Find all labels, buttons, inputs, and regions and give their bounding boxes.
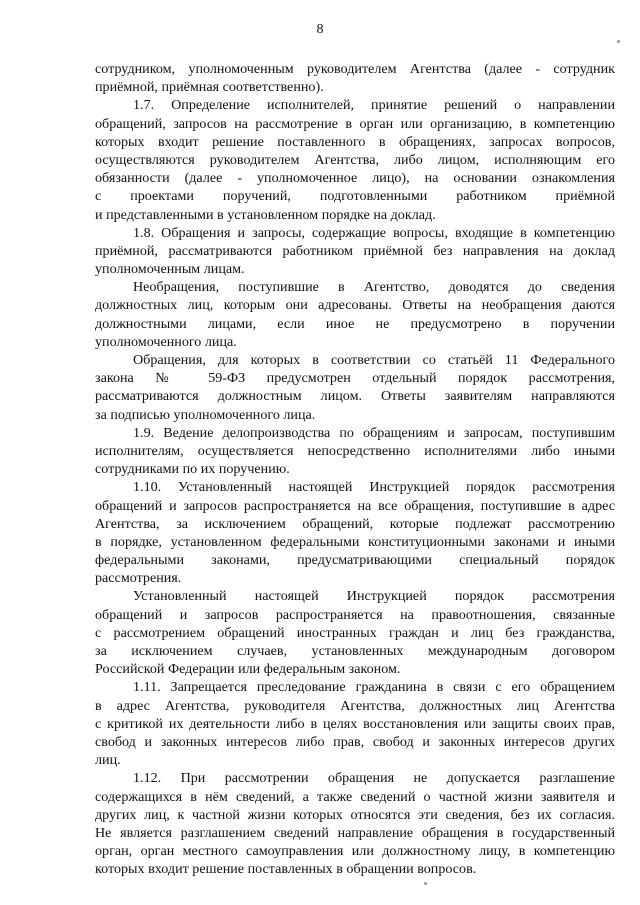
- text-line: рассмотрения.: [95, 570, 182, 587]
- paragraph: [95, 60, 615, 96]
- text-line: рассматриваются должностным лицом. Ответы заявителям направляются: [95, 388, 615, 405]
- paragraph: [95, 351, 615, 424]
- text-line: 1.8. Обращения и запросы, содержащие вопросы, входящие в компетенцию: [133, 224, 615, 241]
- text-line: федеральными законами, предусматривающими специальный порядок: [95, 552, 615, 569]
- text-line: обращений и запросов распространяется на правоотношения, связанные: [95, 606, 615, 623]
- text-line: орган, орган местного самоуправления или должностному лицу, в компетенцию: [95, 843, 615, 860]
- text-line: Агентства, за исключением обращений, которые подлежат рассмотрению: [95, 515, 615, 532]
- text-line: свобод и законных интересов либо прав, свобод и законных интересов других: [95, 733, 615, 750]
- text-line: должностных лиц, которым они адресованы. Ответы на необращения даются: [95, 297, 615, 314]
- text-line: обязанности (далее - уполномоченное лицо), на основании ознакомления: [95, 170, 615, 187]
- text-line: 1.10. Установленный настоящей Инструкцией порядок рассмотрения: [133, 479, 615, 496]
- text-line: 1.11. Запрещается преследование гражданина в связи с его обращением: [133, 679, 615, 696]
- paragraph: [95, 224, 615, 279]
- text-line: и представленными в установленном порядке на доклад.: [95, 206, 436, 223]
- text-line: 1.9. Ведение делопроизводства по обращениям и запросам, поступившим: [133, 424, 615, 441]
- paragraph: [95, 424, 615, 479]
- scan-artifact: [617, 40, 620, 43]
- paragraph: [95, 278, 615, 351]
- text-line: приёмной, рассматриваются работником приёмной без направления на доклад: [95, 242, 615, 259]
- text-line: других лиц, к частной жизни которых относятся эти сведения, без их согласия.: [95, 806, 615, 823]
- text-line: Установленный настоящей Инструкцией порядок рассмотрения: [133, 588, 615, 605]
- paragraph: [95, 769, 615, 878]
- page-number: 8: [316, 22, 324, 37]
- text-line: содержащихся в нём сведений, а также сведений о частной жизни заявителя и: [95, 788, 615, 805]
- text-line: уполномоченным лицам.: [95, 261, 245, 278]
- text-line: осуществляются руководителем Агентства, либо лицом, исполняющим его: [95, 151, 615, 168]
- text-line: за подписью уполномоченного лица.: [95, 406, 316, 423]
- paragraph: [95, 96, 615, 223]
- text-line: с проектами поручений, подготовленными работником приёмной: [95, 188, 615, 205]
- paragraph: [95, 587, 615, 678]
- text-line: 1.12. При рассмотрении обращения не допускается разглашение: [133, 770, 615, 787]
- text-line: исполнителям, осуществляется непосредственно исполнителями либо иными: [95, 442, 615, 459]
- text-line: сотрудниками по их поручению.: [95, 461, 290, 478]
- text-line: обращений и запросов распространяется на все обращения, поступившие в адрес: [95, 497, 615, 514]
- text-line: Обращения, для которых в соответствии со статьёй 11 Федерального: [133, 352, 615, 368]
- text-line: за исключением случаев, установленных международным договором: [95, 643, 615, 659]
- text-line: в адрес Агентства, руководителя Агентства, должностных лиц Агентства: [95, 697, 615, 714]
- text-line: уполномоченного лица.: [95, 333, 237, 350]
- text-line: обращений, запросов на рассмотрение в орган или организацию, в компетенцию: [95, 115, 615, 132]
- text-line: 1.7. Определение исполнителей, принятие решений о направлении: [133, 97, 615, 114]
- text-line: с рассмотрением обращений иностранных граждан и лиц без гражданства,: [95, 624, 615, 641]
- text-line: Российской Федерации или федеральным законом.: [95, 661, 401, 678]
- text-line: Не является разглашением сведений направление обращения в государственный: [95, 824, 615, 841]
- paragraph: [95, 478, 615, 587]
- text-line: которых входит решение поставленных в обращении вопросов.: [95, 861, 477, 878]
- text-line: сотрудником, уполномоченным руководителем Агентства (далее - сотрудник: [95, 61, 615, 77]
- scan-artifact: [424, 882, 427, 885]
- text-line: Необращения, поступившие в Агентство, доводятся до сведения: [133, 279, 615, 296]
- text-line: которых входит решение поставленного в обращениях, запросах вопросов,: [95, 133, 615, 150]
- text-line: приёмной, приёмная соответственно).: [95, 79, 324, 96]
- text-line: должностными лицами, если иное не предусмотрено в поручении: [95, 315, 615, 332]
- text-line: с критикой их деятельности либо в целях восстановления или защиты своих прав,: [95, 715, 615, 732]
- paragraph: [95, 678, 615, 769]
- text-line: закона № 59-ФЗ предусмотрен отдельный порядок рассмотрения,: [95, 370, 615, 387]
- text-line: в порядке, установленном федеральными конституционными законами и иными: [95, 533, 615, 550]
- text-line: лиц.: [95, 752, 121, 769]
- document-body: [95, 60, 615, 878]
